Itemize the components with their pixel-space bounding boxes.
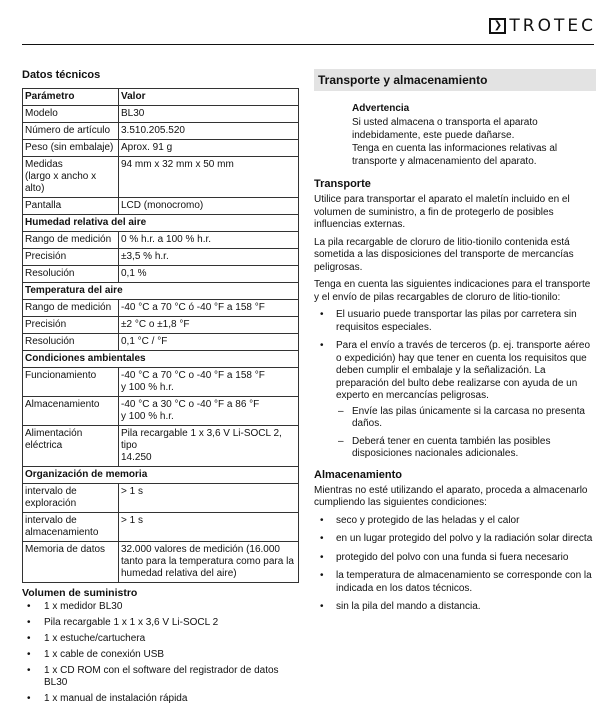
table-row [23, 426, 299, 467]
sublist-item: – Envíe las pilas únicamente si la carcasa no presenta daños. [336, 406, 596, 431]
warning-text: Si usted almacena o transporta el aparato indebidamente, este puede dañarse. Tenga en cuenta las informaciones relativas al transporte y almacenamiento del aparato. [352, 117, 558, 167]
table-cell-parameter: intervalo de almacenamiento [23, 513, 119, 542]
table-row [23, 157, 299, 198]
table-row [23, 106, 299, 123]
list-item: • 1 x medidor BL30 [22, 601, 300, 613]
list-item: • protegido del polvo con una funda si fuera necesario [314, 552, 596, 565]
sublist-item: – Deberá tener en cuenta también las posibles disposiciones nacionales adicionales. [336, 436, 596, 461]
table-cell-value: BL30 [119, 106, 299, 123]
table-cell-value: 0 % h.r. a 100 % h.r. [119, 232, 299, 249]
technical-data-column [22, 69, 300, 709]
table-cell-value: ±2 °C o ±1,8 °F [119, 317, 299, 334]
table-row [23, 249, 299, 266]
table-cell-value: -40 °C a 70 °C o -40 °F a 158 °F y 100 % h.r. [119, 368, 299, 397]
table-cell-value: 0,1 % [119, 266, 299, 283]
list-item: • 1 x cable de conexión USB [22, 649, 300, 661]
table-row [23, 123, 299, 140]
table-cell-parameter: Número de artículo [23, 123, 119, 140]
table-cell-parameter: intervalo de exploración [23, 484, 119, 513]
technical-data-title: Datos técnicos [22, 69, 101, 81]
table-row [23, 484, 299, 513]
table-header-cell: Valor [119, 89, 299, 106]
transport-paragraph: Tenga en cuenta las siguientes indicaciones para el transporte y el envío de pilas recargables de cloruro de litio-tionilo: [314, 279, 591, 303]
table-cell-value: 0,1 °C / °F [119, 334, 299, 351]
table-cell-parameter: Memoria de datos [23, 542, 119, 583]
table-cell-parameter: Precisión [23, 317, 119, 334]
list-item: • El usuario puede transportar las pilas por carretera sin requisitos especiales. [314, 309, 596, 334]
table-cell-value: ±3,5 % h.r. [119, 249, 299, 266]
table-row [23, 368, 299, 397]
table-cell-parameter: Almacenamiento [23, 397, 119, 426]
storage-title: Almacenamiento [314, 468, 403, 481]
table-cell-value: > 1 s [119, 484, 299, 513]
table-group-label: Temperatura del aire [23, 283, 299, 300]
table-header-row [23, 89, 299, 106]
table-group-row [23, 467, 299, 484]
table-cell-parameter: Precisión [23, 249, 119, 266]
storage-intro: Mientras no esté utilizando el aparato, proceda a almacenarlo cumpliendo las siguientes condiciones: [314, 484, 588, 508]
list-item: • la temperatura de almacenamiento se corresponde con la indicada en los datos técnicos. [314, 570, 596, 595]
transport-paragraph: Utilice para transportar el aparato el maletín incluido en el volumen de suministro, a fin de protegerlo de posibles influencias externas. [314, 194, 570, 230]
table-cell-parameter: Resolución [23, 266, 119, 283]
table-group-label: Humedad relativa del aire [23, 215, 299, 232]
table-cell-value: -40 °C a 30 °C o -40 °F a 86 °F y 100 % h.r. [119, 397, 299, 426]
table-cell-parameter: Peso (sin embalaje) [23, 140, 119, 157]
technical-data-table [22, 88, 299, 583]
table-cell-parameter: Funcionamiento [23, 368, 119, 397]
table-cell-value: > 1 s [119, 513, 299, 542]
table-cell-value: 32.000 valores de medición (16.000 tanto para la temperatura como para la humedad relativa del aire) [119, 542, 299, 583]
table-cell-parameter: Alimentación eléctrica [23, 426, 119, 467]
table-row [23, 397, 299, 426]
table-row [23, 300, 299, 317]
supply-list [22, 601, 300, 705]
warning-title: Advertencia [352, 103, 410, 114]
list-item: • sin la pila del mando a distancia. [314, 601, 596, 614]
table-group-row [23, 215, 299, 232]
brand-name: TROTEC [509, 16, 596, 36]
table-row [23, 140, 299, 157]
table-group-label: Condiciones ambientales [23, 351, 299, 368]
header-divider [22, 44, 594, 45]
list-item: • 1 x manual de instalación rápida [22, 693, 300, 705]
table-cell-parameter: Medidas (largo x ancho x alto) [23, 157, 119, 198]
transport-sublist [336, 406, 596, 461]
transport-list [314, 309, 596, 461]
list-item: • Pila recargable 1 x 1 x 3,6 V Li-SOCL 2 [22, 617, 300, 629]
table-row [23, 266, 299, 283]
table-cell-value: 94 mm x 32 mm x 50 mm [119, 157, 299, 198]
storage-list [314, 515, 596, 614]
table-row [23, 542, 299, 583]
table-row [23, 232, 299, 249]
table-cell-parameter: Resolución [23, 334, 119, 351]
table-cell-parameter: Pantalla [23, 198, 119, 215]
table-cell-value: -40 °C a 70 °C ó -40 °F a 158 °F [119, 300, 299, 317]
list-item: • 1 x CD ROM con el software del registrador de datos BL30 [22, 665, 300, 689]
table-header-cell: Parámetro [23, 89, 119, 106]
table-cell-value: LCD (monocromo) [119, 198, 299, 215]
section-title: Transporte y almacenamiento [314, 69, 596, 91]
chevron-right-icon: ❯ [489, 18, 506, 34]
list-item: • seco y protegido de las heladas y el calor [314, 515, 596, 528]
list-item: • 1 x estuche/cartuchera [22, 633, 300, 645]
table-group-row [23, 351, 299, 368]
transport-storage-column [314, 69, 596, 620]
list-item-text: Para el envío a través de terceros (p. ej. transporte aéreo o expedición) hay que tener en cuenta los requisitos que deben cumplir el embalaje y la señalización. La preparación del bulto debe realizarse con ayuda de un experto en mercancías peligrosas. [336, 340, 591, 401]
table-row [23, 198, 299, 215]
table-cell-value: Aprox. 91 g [119, 140, 299, 157]
trotec-logo [489, 16, 596, 36]
transport-title: Transporte [314, 178, 371, 190]
table-cell-value: Pila recargable 1 x 3,6 V Li-SOCL 2, tipo 14.250 [119, 426, 299, 467]
table-group-row [23, 283, 299, 300]
list-item: • en un lugar protegido del polvo y la radiación solar directa [314, 533, 596, 546]
table-cell-parameter: Modelo [23, 106, 119, 123]
table-row [23, 334, 299, 351]
table-row [23, 513, 299, 542]
table-cell-parameter: Rango de medición [23, 232, 119, 249]
table-row [23, 317, 299, 334]
table-cell-value: 3.510.205.520 [119, 123, 299, 140]
table-group-label: Organización de memoria [23, 467, 299, 484]
table-cell-parameter: Rango de medición [23, 300, 119, 317]
transport-paragraph: La pila recargable de cloruro de litio-tionilo contenida está sometida a las disposiciones del transporte de mercancías peligrosas. [314, 236, 574, 273]
list-item [314, 340, 596, 461]
supply-title: Volumen de suministro [22, 587, 138, 599]
